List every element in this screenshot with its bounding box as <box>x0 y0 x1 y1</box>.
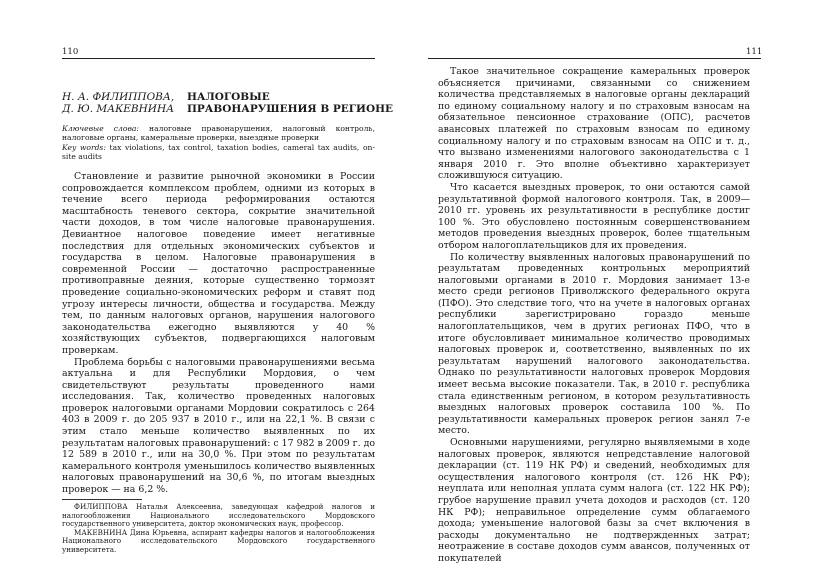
body-paragraph: Становление и развитие рыночной экономики в России сопровождается комплексом проблем, одними из которых в течение всего периода реформирования остаются масштабность теневого сектора, сокрытие значительной части доходов, в том числе налоговые правонарушения. Девиантное налоговое поведение имеет негативные последствия для отдельных экономических субъектов и государства в целом. Налоговые правонарушения в современной России — достаточно распространенные противоправные деяния, которые существенно тормозят проведение социально-экономических реформ и ставят под угрозу интересы личности, общества и государства. Между тем, по данным налоговых органов, нарушения налогового законодательства ежегодно выявляются у 40 % хозяйствующих субъектов, подвергающихся налоговым проверкам. <box>62 171 375 356</box>
body-paragraph: Проблема борьбы с налоговыми правонарушениями весьма актуальна и для Республики Мордовия, о чем свидетельствуют результаты проведенного нами исследования. Так, количество проведенных налоговых проверок налоговыми органами Мордовии сократилось с 264 403 в 2009 г. до 205 937 в 2010 г., или на 22,1 %. В связи с этим стало меньше количество выявленных по их результатам налоговых правонарушений: с 17 982 в 2009 г. до 12 589 в 2010 г., или на 30,0 %. При этом по результатам камерального контроля уменьшилось количество выявленных налоговых правонарушений на 30,6 %, по итогам выездных проверок — на 6,2 %. <box>62 356 375 496</box>
page-number-right: 111 <box>746 47 763 57</box>
footnote-1: ФИЛИППОВА Наталья Алексеевна, заведующая кафедрой налогов и налогообложения Национального исследовательского Мордовского государственного университета, доктор экономических наук, профессор. <box>62 502 375 528</box>
footnotes <box>62 503 375 554</box>
body-paragraph: По количеству выявленных налоговых правонарушений по результатам проведенных контрольных мероприятий налоговыми органами в 2010 г. Мордовия занимает 13-е место среди регионов Приволжского федерального округа (ПФО). Это следствие того, что на учете в налоговых органах республики зарегистрировано гораздо меньше налогоплательщиков, чем в других регионах ПФО, что в итоге обусловливает минимальное количество проводимых налоговых проверок и, соответственно, выявленных по их результатам нарушений налогового законодательства. Однако по результативности налоговых проверок Мордовия имеет весьма высокие показатели. Так, в 2010 г. республика стала единственным регионом, в котором результативность выездных налоговых проверок составила 100 %. По результативности камеральных проверок регион занял 7-е место. <box>438 251 750 437</box>
keywords-en-label: Key words: <box>62 143 106 152</box>
article-title-line-2: ПРАВОНАРУШЕНИЯ В РЕГИОНЕ <box>187 102 394 115</box>
keywords-en <box>62 143 375 162</box>
footnote-rule <box>62 499 142 500</box>
body-paragraph: Такое значительное сокращение камеральных проверок объясняется причинами, связанными со снижением количества представляемых в налоговые органы деклараций по единому социальному налогу и по страховым взносам на обязательное пенсионное страхование (ОПС), расчетов авансовых платежей по страховым взносам по единому социальному налогу и по страховым взносам на ОПС и т. д., что вызвано изменениями налогового законодательства с 1 января 2010 г. Это вполне объективно характеризует сложившуюся ситуацию. <box>438 66 750 182</box>
footnote-2: МАКЕВНИНА Дина Юрьевна, аспирант кафедры налогов и налогообложения Национального исследовательского Мордовского государственного университета. <box>62 527 375 554</box>
article-authors <box>62 92 174 115</box>
article-title-line-1: НАЛОГОВЫЕ <box>187 91 270 103</box>
right-body-text <box>438 66 750 565</box>
left-body-text <box>62 171 375 496</box>
header-rule-left <box>62 58 375 59</box>
keywords-ru <box>62 124 375 143</box>
body-paragraph: Что касается выездных проверок, то они остаются самой результативной формой налогового контроля. Так, в 2009—2010 гг. уровень их результативности в республике достиг 100 %. Это обусловлено постоянным совершенствованием методов проведения выездных проверок, более тщательным отбором налогоплательщиков для их проведения. <box>438 181 750 251</box>
right-page <box>410 0 820 580</box>
author-1: Н. А. ФИЛИППОВА, <box>62 91 175 103</box>
keywords-en-text: tax violations, tax control, taxation bodies, cameral tax audits, on-site audits <box>62 143 375 162</box>
header-rule-right <box>428 58 761 59</box>
page-number-left: 110 <box>62 47 79 57</box>
keywords-ru-text: налоговые правонарушения, налоговый контроль, налоговые органы, камеральные проверки, выездные проверки <box>62 124 375 143</box>
body-paragraph: Основными нарушениями, регулярно выявляемыми в ходе налоговых проверок, являются непредставление налоговой декларации (ст. 119 НК РФ) и сведений, необходимых для осуществления налогового контроля (ст. 126 НК РФ); неуплата или неполная уплата сумм налога (ст. 122 НК РФ); грубое нарушение правил учета доходов и расходов (ст. 120 НК РФ); неправильное определение сумм облагаемого дохода; уменьшение налоговой базы за счет включения в расходы документально не подтвержденных затрат; неотражение в составе доходов сумм авансов, полученных от покупателей <box>438 437 750 564</box>
keywords-ru-label: Ключевые слова: <box>62 124 139 133</box>
author-2: Д. Ю. МАКЕВНИНА <box>62 102 175 115</box>
article-title <box>187 92 393 115</box>
